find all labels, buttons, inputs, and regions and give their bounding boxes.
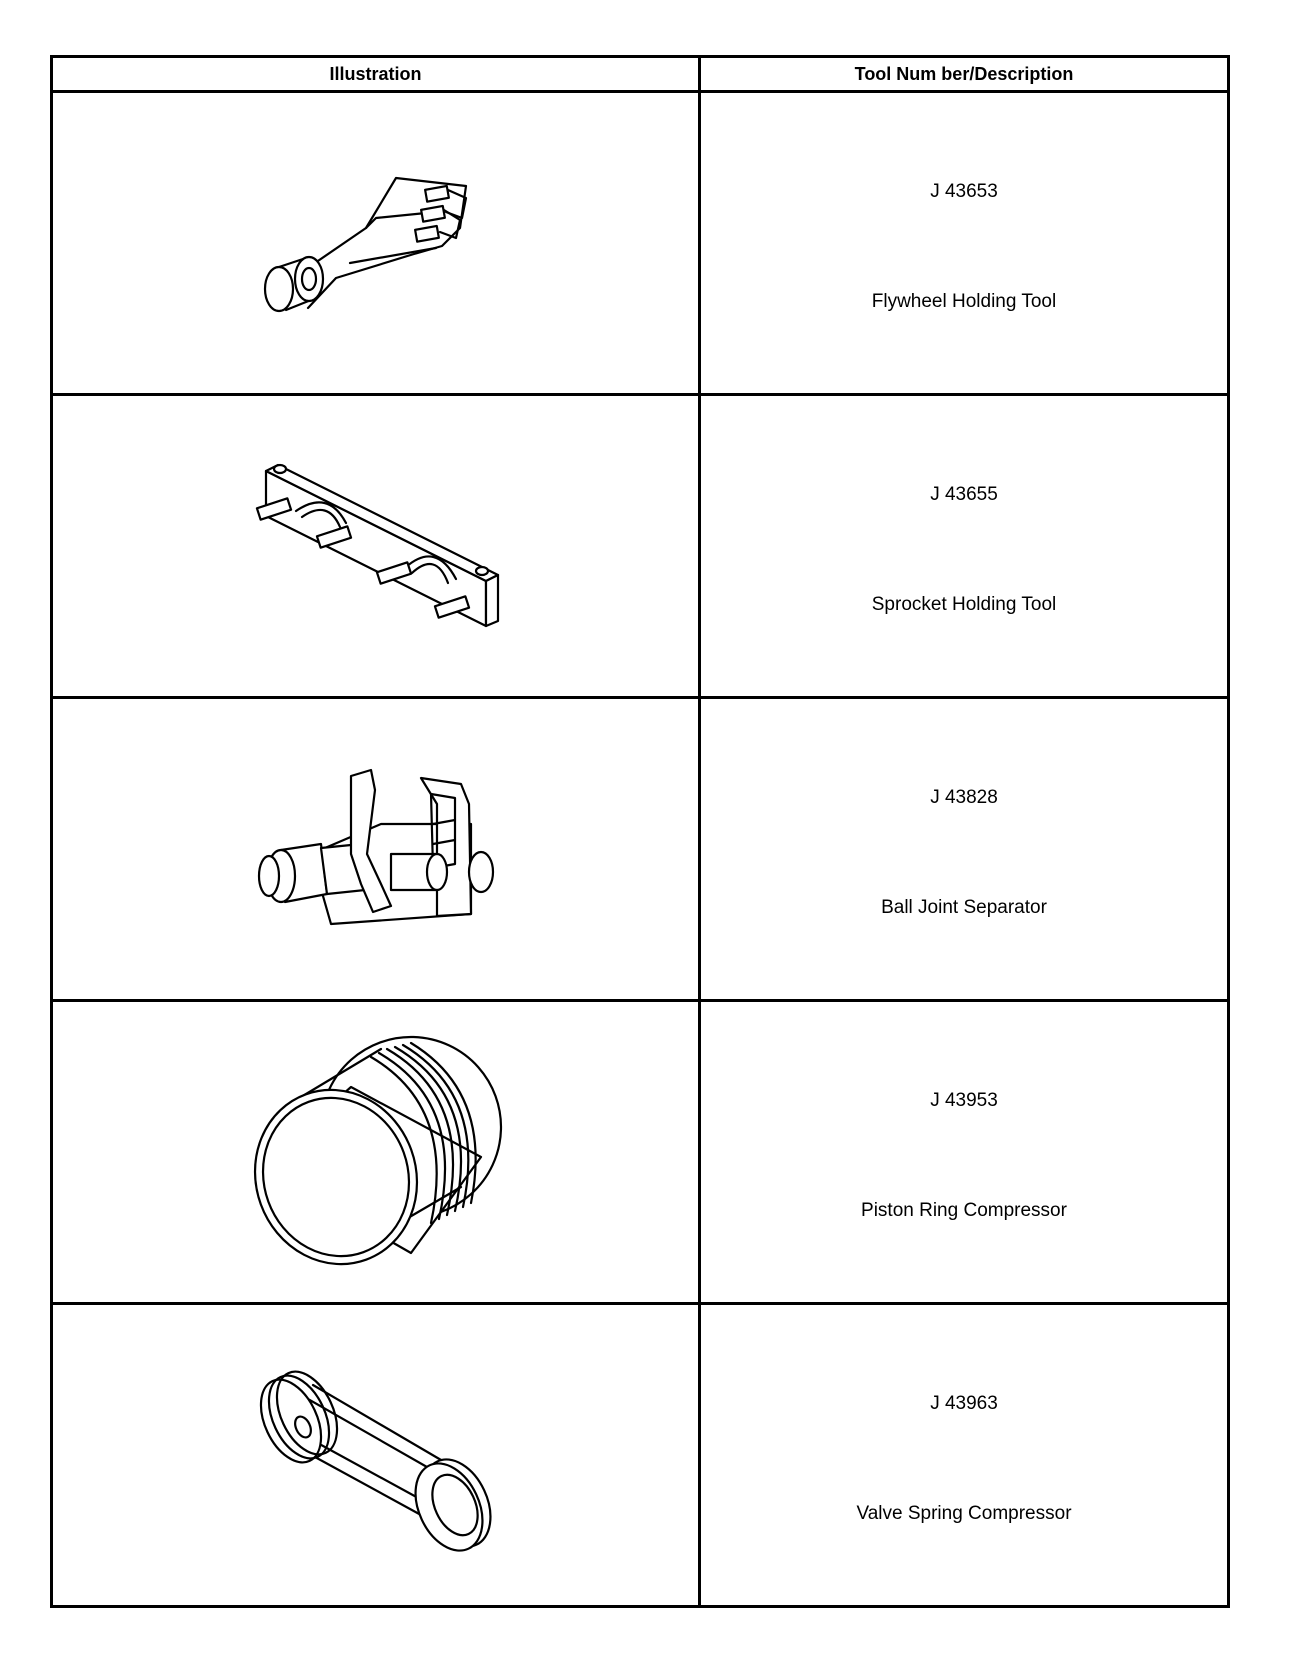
ball-joint-separator-icon xyxy=(241,764,511,934)
tool-table xyxy=(50,55,1230,1608)
tool-name: Ball Joint Separator xyxy=(881,897,1047,918)
piston-ring-compressor-icon xyxy=(241,1027,511,1277)
flywheel-holding-tool-icon xyxy=(246,158,506,328)
illustration-cell xyxy=(52,92,700,395)
illustration-cell xyxy=(52,395,700,698)
illustration-cell xyxy=(52,1304,700,1607)
table-row xyxy=(52,1304,1229,1607)
tool-description-cell xyxy=(700,1001,1229,1304)
table-row xyxy=(52,1001,1229,1304)
tool-description-cell xyxy=(700,1304,1229,1607)
sprocket-holding-tool-icon xyxy=(236,451,516,641)
tool-description-cell xyxy=(700,395,1229,698)
tool-number: J 43963 xyxy=(930,1393,998,1414)
tool-number: J 43655 xyxy=(930,484,998,505)
table-row xyxy=(52,395,1229,698)
tool-name: Piston Ring Compressor xyxy=(861,1200,1067,1221)
tool-number: J 43653 xyxy=(930,181,998,202)
tool-name: Flywheel Holding Tool xyxy=(871,291,1057,312)
table-row xyxy=(52,92,1229,395)
tool-number: J 43828 xyxy=(930,787,998,808)
header-tool-number-description: Tool Num ber/Description xyxy=(700,57,1229,92)
tool-number: J 43953 xyxy=(930,1090,998,1111)
tool-description-cell xyxy=(700,698,1229,1001)
illustration-cell xyxy=(52,698,700,1001)
illustration-cell xyxy=(52,1001,700,1304)
tool-description-cell xyxy=(700,92,1229,395)
table-header-row xyxy=(52,57,1229,92)
valve-spring-compressor-icon xyxy=(241,1355,511,1555)
table-row xyxy=(52,698,1229,1001)
tool-name: Sprocket Holding Tool xyxy=(871,594,1057,615)
header-illustration: Illustration xyxy=(52,57,700,92)
tool-name: Valve Spring Compressor xyxy=(856,1503,1072,1524)
